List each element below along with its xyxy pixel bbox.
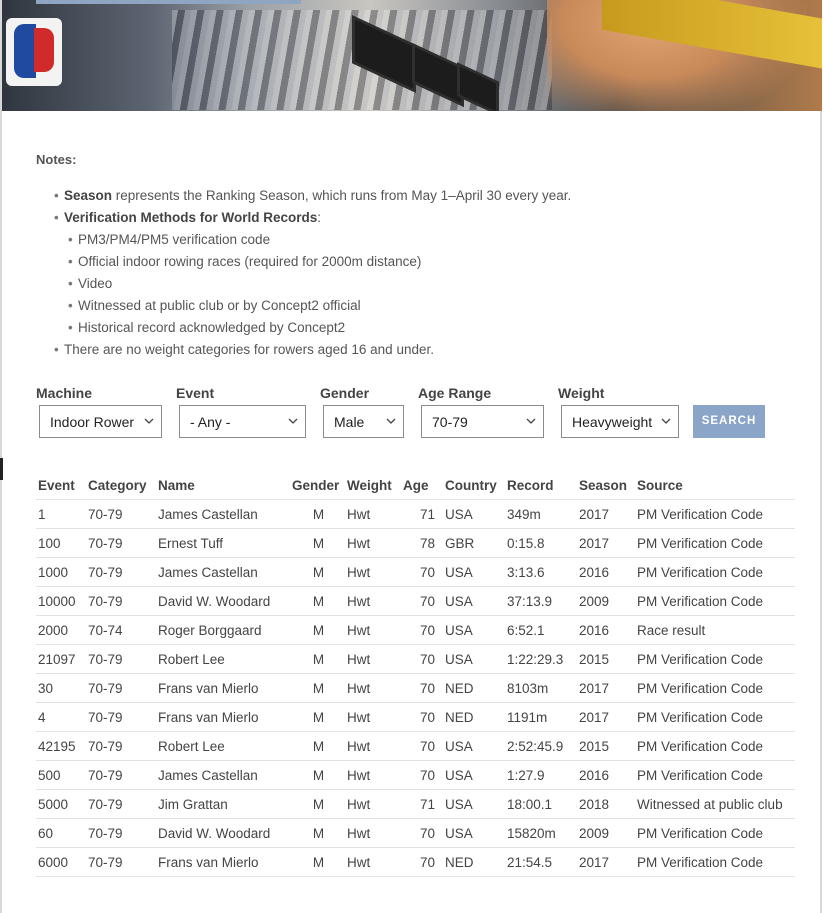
- cell-record: 2:52:45.9: [505, 732, 577, 761]
- cell-weight: Hwt: [345, 819, 401, 848]
- table-row: [36, 674, 795, 703]
- cell-name: Frans van Mierlo: [156, 674, 290, 703]
- event-label: Event: [176, 385, 215, 401]
- column-header-category: Category: [86, 472, 156, 500]
- cell-age: 70: [401, 645, 443, 674]
- cell-record: 21:54.5: [505, 848, 577, 877]
- cell-gender: M: [290, 500, 345, 529]
- gender-select-value: Male: [334, 414, 365, 430]
- cell-gender: M: [290, 819, 345, 848]
- bullet: •: [54, 342, 59, 357]
- cell-record: 18:00.1: [505, 790, 577, 819]
- cell-event: 6000: [36, 848, 86, 877]
- machine-select-value: Indoor Rower: [50, 414, 135, 430]
- weight-select-value: Heavyweight: [572, 414, 653, 430]
- cell-gender: M: [290, 616, 345, 645]
- cell-category: 70-79: [86, 500, 156, 529]
- column-header-name: Name: [156, 472, 290, 500]
- cell-weight: Hwt: [345, 790, 401, 819]
- column-header-source: Source: [635, 472, 795, 500]
- cell-season: 2017: [577, 500, 635, 529]
- table-row: [36, 500, 795, 529]
- method-item: [68, 320, 345, 335]
- cell-source: PM Verification Code: [635, 732, 795, 761]
- table-row: [36, 703, 795, 732]
- method-text: Historical record acknowledged by Concept2: [78, 320, 346, 335]
- cell-weight: Hwt: [345, 558, 401, 587]
- cell-country: USA: [443, 616, 505, 645]
- cell-season: 2015: [577, 645, 635, 674]
- cell-name: Roger Borggaard: [156, 616, 290, 645]
- cell-gender: M: [290, 761, 345, 790]
- cell-record: 349m: [505, 500, 577, 529]
- cell-category: 70-79: [86, 761, 156, 790]
- age-range-label: Age Range: [418, 385, 492, 401]
- cell-source: PM Verification Code: [635, 819, 795, 848]
- cell-name: David W. Woodard: [156, 819, 290, 848]
- cell-gender: M: [290, 529, 345, 558]
- bullet: •: [68, 298, 73, 313]
- age-range-select[interactable]: [421, 405, 544, 438]
- cell-name: Frans van Mierlo: [156, 848, 290, 877]
- cell-source: Witnessed at public club: [635, 790, 795, 819]
- cell-season: 2017: [577, 529, 635, 558]
- bullet: •: [68, 320, 73, 335]
- cell-country: GBR: [443, 529, 505, 558]
- cell-country: USA: [443, 761, 505, 790]
- column-header-record: Record: [505, 472, 577, 500]
- method-text: Video: [78, 276, 113, 291]
- cell-name: Robert Lee: [156, 732, 290, 761]
- cell-country: USA: [443, 732, 505, 761]
- cell-country: USA: [443, 587, 505, 616]
- search-button[interactable]: SEARCH: [693, 405, 765, 438]
- method-text: PM3/PM4/PM5 verification code: [78, 232, 271, 247]
- cell-event: 2000: [36, 616, 86, 645]
- cell-age: 71: [401, 790, 443, 819]
- cell-weight: Hwt: [345, 587, 401, 616]
- event-select-value: - Any -: [190, 414, 231, 430]
- cell-season: 2016: [577, 616, 635, 645]
- method-item: [68, 298, 361, 313]
- cell-age: 78: [401, 529, 443, 558]
- c2-logo-icon: [6, 18, 62, 86]
- scroll-edge-marker: [0, 458, 3, 480]
- method-item: [68, 276, 112, 291]
- chevron-down-icon: [525, 415, 537, 427]
- cell-season: 2009: [577, 587, 635, 616]
- cell-name: James Castellan: [156, 558, 290, 587]
- cell-record: 0:15.8: [505, 529, 577, 558]
- bullet: •: [68, 276, 73, 291]
- cell-event: 4: [36, 703, 86, 732]
- cell-name: Robert Lee: [156, 645, 290, 674]
- bullet: •: [54, 188, 59, 203]
- cell-name: David W. Woodard: [156, 587, 290, 616]
- cell-source: PM Verification Code: [635, 848, 795, 877]
- cell-event: 30: [36, 674, 86, 703]
- age-range-select-value: 70-79: [432, 414, 468, 430]
- cell-name: James Castellan: [156, 500, 290, 529]
- cell-age: 70: [401, 819, 443, 848]
- method-item: [68, 232, 270, 247]
- cell-event: 1: [36, 500, 86, 529]
- cell-source: PM Verification Code: [635, 587, 795, 616]
- column-header-age: Age: [401, 472, 443, 500]
- note-verification-bold: Verification Methods for World Records: [64, 210, 318, 225]
- cell-country: USA: [443, 558, 505, 587]
- cell-weight: Hwt: [345, 848, 401, 877]
- cell-age: 71: [401, 500, 443, 529]
- table-header-row: [36, 472, 795, 500]
- column-header-weight: Weight: [345, 472, 401, 500]
- cell-record: 6:52.1: [505, 616, 577, 645]
- cell-season: 2017: [577, 674, 635, 703]
- note-weight-text: There are no weight categories for rowers aged 16 and under.: [64, 342, 434, 357]
- cell-event: 42195: [36, 732, 86, 761]
- cell-season: 2009: [577, 819, 635, 848]
- cell-record: 1:27.9: [505, 761, 577, 790]
- cell-season: 2018: [577, 790, 635, 819]
- chevron-down-icon: [287, 415, 299, 427]
- cell-age: 70: [401, 761, 443, 790]
- cell-country: USA: [443, 819, 505, 848]
- table-row: [36, 732, 795, 761]
- note-season: [54, 188, 571, 203]
- cell-source: PM Verification Code: [635, 529, 795, 558]
- cell-source: PM Verification Code: [635, 645, 795, 674]
- column-header-season: Season: [577, 472, 635, 500]
- cell-record: 15820m: [505, 819, 577, 848]
- cell-event: 10000: [36, 587, 86, 616]
- cell-weight: Hwt: [345, 529, 401, 558]
- method-item: [68, 254, 421, 269]
- cell-country: NED: [443, 848, 505, 877]
- weight-label: Weight: [558, 385, 605, 401]
- gender-label: Gender: [320, 385, 370, 401]
- cell-age: 70: [401, 616, 443, 645]
- cell-category: 70-79: [86, 558, 156, 587]
- cell-gender: M: [290, 558, 345, 587]
- weight-select[interactable]: [561, 405, 679, 438]
- cell-record: 1:22:29.3: [505, 645, 577, 674]
- cell-category: 70-79: [86, 732, 156, 761]
- note-season-text: represents the Ranking Season, which runs from May 1–April 30 every year.: [112, 188, 572, 203]
- cell-name: Jim Grattan: [156, 790, 290, 819]
- cell-event: 500: [36, 761, 86, 790]
- method-text: Witnessed at public club or by Concept2 official: [78, 298, 361, 313]
- nav-accent-bar: [36, 0, 301, 4]
- cell-source: Race result: [635, 616, 795, 645]
- cell-gender: M: [290, 645, 345, 674]
- cell-weight: Hwt: [345, 732, 401, 761]
- cell-source: PM Verification Code: [635, 674, 795, 703]
- note-weight: [54, 342, 434, 357]
- cell-weight: Hwt: [345, 500, 401, 529]
- chevron-down-icon: [143, 415, 155, 427]
- cell-record: 1191m: [505, 703, 577, 732]
- cell-source: PM Verification Code: [635, 500, 795, 529]
- cell-category: 70-79: [86, 674, 156, 703]
- cell-country: NED: [443, 674, 505, 703]
- machine-label: Machine: [36, 385, 93, 401]
- table-row: [36, 819, 795, 848]
- cell-name: Ernest Tuff: [156, 529, 290, 558]
- note-verification-colon: :: [317, 210, 322, 225]
- cell-gender: M: [290, 790, 345, 819]
- column-header-country: Country: [443, 472, 505, 500]
- cell-category: 70-79: [86, 819, 156, 848]
- event-select[interactable]: [179, 405, 306, 438]
- cell-gender: M: [290, 703, 345, 732]
- cell-weight: Hwt: [345, 703, 401, 732]
- cell-category: 70-79: [86, 645, 156, 674]
- table-row: [36, 790, 795, 819]
- cell-country: NED: [443, 703, 505, 732]
- cell-country: USA: [443, 790, 505, 819]
- note-verification: [54, 210, 321, 225]
- bullet: •: [68, 254, 73, 269]
- hero-banner: [2, 0, 822, 111]
- cell-source: PM Verification Code: [635, 703, 795, 732]
- notes-title: Notes:: [36, 152, 77, 167]
- cell-record: 3:13.6: [505, 558, 577, 587]
- cell-season: 2017: [577, 848, 635, 877]
- cell-name: Frans van Mierlo: [156, 703, 290, 732]
- cell-event: 60: [36, 819, 86, 848]
- column-header-gender: Gender: [290, 472, 345, 500]
- cell-weight: Hwt: [345, 674, 401, 703]
- gender-select[interactable]: [323, 405, 404, 438]
- cell-gender: M: [290, 848, 345, 877]
- cell-season: 2016: [577, 558, 635, 587]
- bullet: •: [68, 232, 73, 247]
- cell-category: 70-79: [86, 703, 156, 732]
- cell-gender: M: [290, 732, 345, 761]
- note-season-bold: Season: [64, 188, 113, 203]
- column-header-event: Event: [36, 472, 86, 500]
- cell-country: USA: [443, 645, 505, 674]
- cell-category: 70-79: [86, 529, 156, 558]
- cell-age: 70: [401, 732, 443, 761]
- cell-country: USA: [443, 500, 505, 529]
- cell-source: PM Verification Code: [635, 761, 795, 790]
- cell-season: 2017: [577, 703, 635, 732]
- cell-category: 70-74: [86, 616, 156, 645]
- cell-record: 37:13.9: [505, 587, 577, 616]
- cell-event: 1000: [36, 558, 86, 587]
- chevron-down-icon: [385, 415, 397, 427]
- cell-age: 70: [401, 674, 443, 703]
- machine-select[interactable]: [39, 405, 162, 438]
- method-text: Official indoor rowing races (required for 2000m distance): [78, 254, 422, 269]
- cell-weight: Hwt: [345, 616, 401, 645]
- cell-gender: M: [290, 674, 345, 703]
- cell-event: 100: [36, 529, 86, 558]
- cell-source: PM Verification Code: [635, 558, 795, 587]
- chevron-down-icon: [660, 415, 672, 427]
- cell-event: 21097: [36, 645, 86, 674]
- table-row: [36, 761, 795, 790]
- cell-category: 70-79: [86, 587, 156, 616]
- table-row: [36, 616, 795, 645]
- table-row: [36, 645, 795, 674]
- cell-age: 70: [401, 848, 443, 877]
- bullet: •: [54, 210, 59, 225]
- table-row: [36, 529, 795, 558]
- table-row: [36, 558, 795, 587]
- cell-name: James Castellan: [156, 761, 290, 790]
- cell-age: 70: [401, 703, 443, 732]
- cell-gender: M: [290, 587, 345, 616]
- cell-age: 70: [401, 587, 443, 616]
- cell-record: 8103m: [505, 674, 577, 703]
- cell-event: 5000: [36, 790, 86, 819]
- records-table-body: [36, 500, 795, 877]
- cell-weight: Hwt: [345, 761, 401, 790]
- cell-category: 70-79: [86, 848, 156, 877]
- cell-season: 2015: [577, 732, 635, 761]
- cell-category: 70-79: [86, 790, 156, 819]
- table-row: [36, 587, 795, 616]
- cell-weight: Hwt: [345, 645, 401, 674]
- cell-age: 70: [401, 558, 443, 587]
- records-table: [36, 472, 795, 877]
- table-row: [36, 848, 795, 877]
- cell-season: 2016: [577, 761, 635, 790]
